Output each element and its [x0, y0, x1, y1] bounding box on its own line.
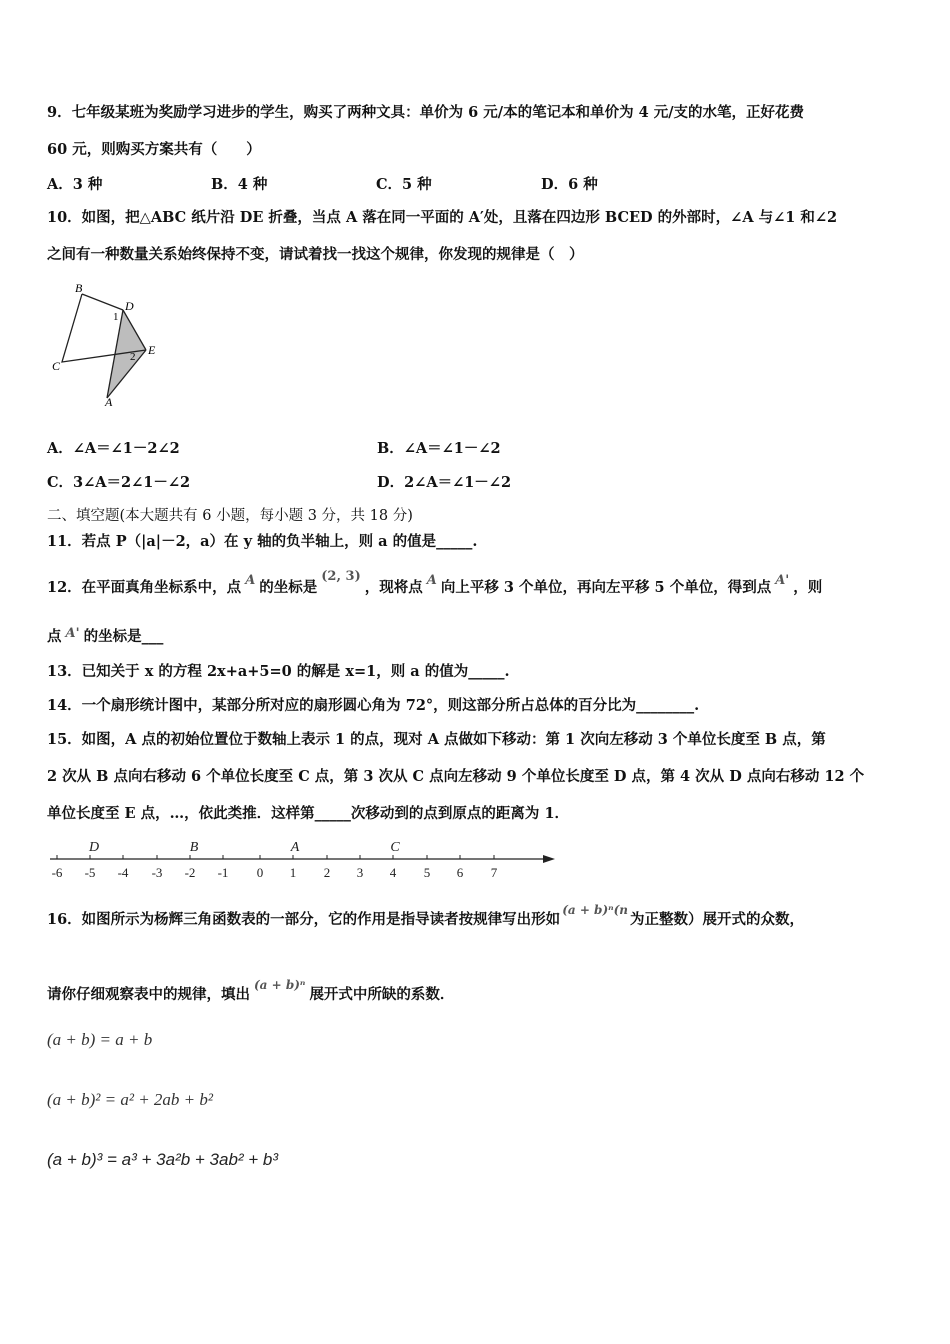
q16-expr-2: (a + b)ⁿ — [254, 978, 306, 992]
q12-point-a-prime: A' — [775, 573, 790, 588]
q12-text-1: 12．在平面真角坐标系中，点 — [47, 579, 242, 596]
q12-coord: (2, 3) — [321, 569, 361, 584]
q9-option-a: A．3 种 — [47, 176, 103, 193]
q12-point-a-2: A — [426, 573, 437, 588]
q9-option-d: D．6 种 — [541, 176, 598, 193]
formula-degree-2: (a + b)² = a² + 2ab + b² — [47, 1090, 213, 1109]
tick-label: 4 — [389, 865, 397, 880]
q12-text-3: ，现将点 — [364, 579, 423, 596]
q12-text-7: 的坐标是___ — [83, 628, 164, 645]
q16-text-3: 请你仔细观察表中的规律，填出 — [47, 986, 250, 1003]
q16-text-1: 16．如图所示为杨辉三角函数表的一部分，它的作用是指导读者按规律写出形如 — [47, 911, 561, 928]
q9-line1: 9．七年级某班为奖励学习进步的学生，购买了两种文具：单价为 6 元/本的笔记本和单价为 4 元/支的水笔，正好花费 — [47, 104, 805, 121]
q10-line1: 10．如图，把△ABC 纸片沿 DE 折叠，当点 A 落在同一平面的 A′处，且落在四边形 BCED 的外部时，∠A 与∠1 和∠2 — [47, 209, 838, 226]
tick-label: 5 — [423, 865, 431, 880]
tick-label: 3 — [356, 865, 364, 880]
label-e: E — [148, 343, 156, 357]
tick-label: -4 — [117, 865, 129, 880]
q10-option-b: B．∠A＝∠1－∠2 — [377, 440, 501, 457]
q10-option-a: A．∠A＝∠1－2∠2 — [47, 440, 180, 457]
q12-text-4: 向上平移 3 个单位，再向左平移 5 个单位，得到点 — [440, 579, 772, 596]
q12-text-5: ，则 — [793, 579, 823, 596]
q16-line2 — [47, 978, 455, 1005]
tick-label: 0 — [256, 865, 264, 880]
q10-option-d: D．2∠A＝∠1－∠2 — [377, 474, 512, 491]
tick-label: -5 — [84, 865, 96, 880]
q14: 14．一个扇形统计图中，某部分所对应的扇形圆心角为 72°，则这部分所占总体的百分比为________. — [47, 697, 700, 714]
label-a: A — [105, 395, 113, 409]
point-label-a: A — [290, 840, 300, 855]
q9-line2: 60 元，则购买方案共有（ ） — [47, 141, 261, 158]
q10-line2: 之间有一种数量关系始终保持不变，请试着找一找这个规律，你发现的规律是（ ） — [47, 246, 584, 263]
q16-text-2: 为正整数）展开式的众数， — [630, 911, 805, 928]
q15-number-line — [45, 835, 565, 885]
point-label-c: C — [390, 840, 400, 855]
label-d: D — [125, 299, 134, 313]
tick-label: 1 — [289, 865, 297, 880]
q12-text-6: 点 — [47, 628, 62, 645]
q12-point-a: A — [245, 573, 256, 588]
q15-line2: 2 次从 B 点向右移动 6 个单位长度至 C 点，第 3 次从 C 点向左移动 9 个单位长度至 D 点，第 4 次从 D 点向右移动 12 个 — [47, 768, 865, 785]
q9-option-c: C．5 种 — [376, 176, 432, 193]
q10-fold-figure — [45, 280, 175, 410]
q16-text-4: 展开式中所缺的系数． — [309, 986, 455, 1003]
q15-line1: 15．如图，A 点的初始位置位于数轴上表示 1 的点，现对 A 点做如下移动：第 1 次向左移动 3 个单位长度至 B 点，第 — [47, 731, 826, 748]
point-label-b: B — [189, 840, 199, 855]
section-2-heading: 二、填空题(本大题共有 6 小题，每小题 3 分，共 18 分) — [47, 508, 413, 524]
q10-option-c: C．3∠A＝2∠1－∠2 — [47, 474, 191, 491]
label-b: B — [75, 281, 83, 295]
tick-label: -2 — [184, 865, 196, 880]
label-2: 2 — [130, 351, 136, 363]
tick-label: 6 — [456, 865, 464, 880]
tick-label: -6 — [51, 865, 63, 880]
q12-line1 — [47, 569, 823, 599]
tick-label: 7 — [490, 865, 498, 880]
axis-arrow — [543, 855, 555, 863]
side-bd — [82, 294, 123, 310]
label-1: 1 — [113, 311, 119, 323]
label-c: C — [52, 359, 61, 373]
q12-line2 — [47, 627, 163, 648]
q16-line1 — [47, 903, 805, 930]
formula-degree-3: (a + b)³ = a³ + 3a²b + 3ab² + b³ — [47, 1150, 279, 1169]
tick-label: -1 — [217, 865, 229, 880]
q16-expr-1: (a + b)ⁿ(n — [562, 903, 629, 917]
point-label-d: D — [88, 840, 100, 855]
formula-degree-1: (a + b) = a + b — [47, 1030, 153, 1049]
tick-label: -3 — [151, 865, 163, 880]
shaded-region — [107, 310, 146, 398]
tick-label: 2 — [323, 865, 331, 880]
q12-text-2: 的坐标是 — [259, 579, 318, 596]
q15-line3: 单位长度至 E 点，…，依此类推．这样第_____次移动到的点到原点的距离为 1． — [47, 805, 570, 822]
q11: 11．若点 P（|a|－2，a）在 y 轴的负半轴上，则 a 的值是_____. — [47, 533, 478, 550]
q12-point-a-prime-2: A' — [65, 626, 80, 641]
q13: 13．已知关于 x 的方程 2x+a+5=0 的解是 x=1，则 a 的值为_____. — [47, 663, 510, 680]
q9-option-b: B．4 种 — [211, 176, 268, 193]
